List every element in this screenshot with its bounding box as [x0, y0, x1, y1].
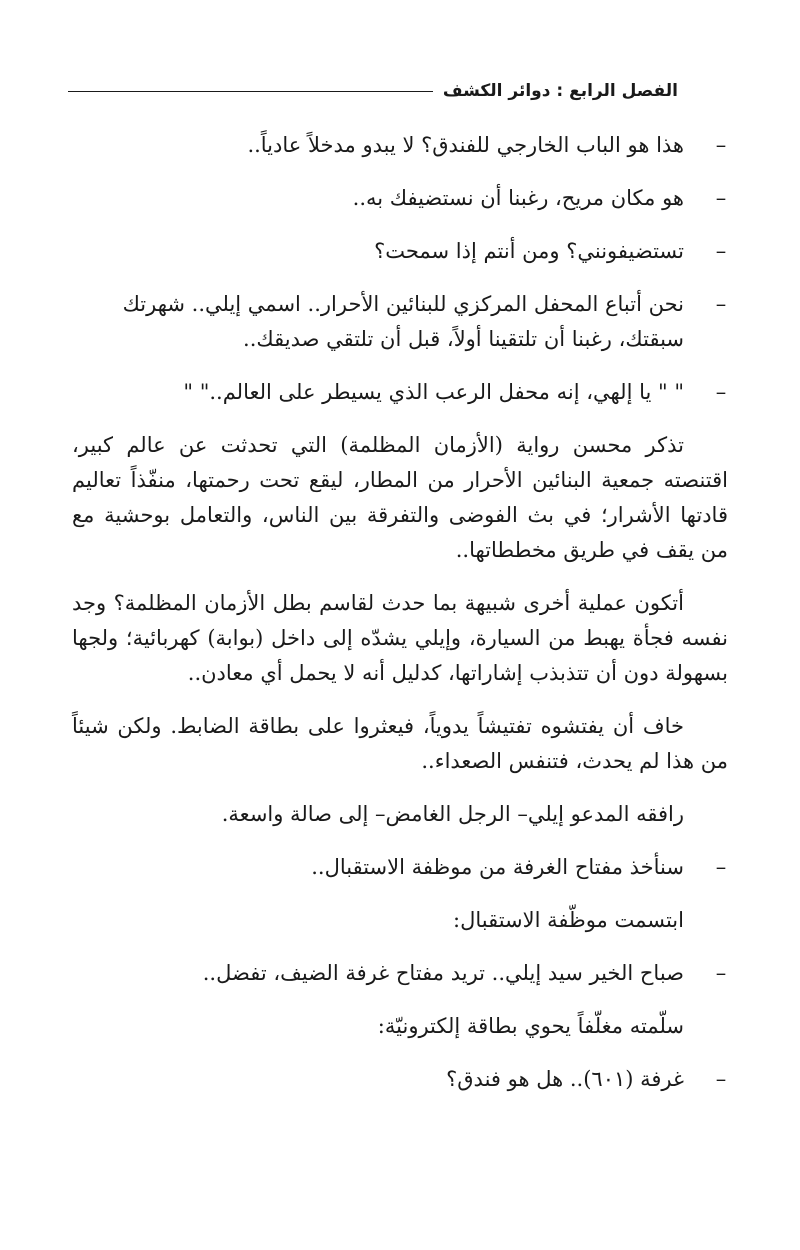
- dialogue-text: هو مكان مريح، رغبنا أن نستضيفك به..: [352, 186, 684, 210]
- dialogue-dash: –: [715, 855, 727, 879]
- dialogue-line: [72, 850, 728, 885]
- narrative-paragraph: تذكر محسن رواية (الأزمان المظلمة) التي تحدثت عن عالم كبير، اقتنصته جمعية البنائين الأحرار من المطار، ليقع تحت رحمتها، منفّذاً تعاليم قادتها الأشرار؛ في بث الفوضى والتفرقة بين الناس، والتعامل بوحشية مع من يقف في طريق مخططاتها..: [72, 433, 728, 562]
- narrative-line: رافقه المدعو إيلي– الرجل الغامض– إلى صالة واسعة.: [221, 802, 684, 826]
- page-body: [72, 128, 728, 1115]
- dialogue-text: نحن أتباع المحفل المركزي للبنائين الأحرار.. اسمي إيلي.. شهرتك سبقتك، رغبنا أن تلتقينا أولاً، قبل أن تلتقي صديقك..: [122, 292, 684, 351]
- narrative-line: سلّمته مغلّفاً يحوي بطاقة إلكترونيّة:: [377, 1014, 684, 1038]
- narrative-paragraph: أتكون عملية أخرى شبيهة بما حدث لقاسم بطل الأزمان المظلمة؟ وجد نفسه فجأة يهبط من السيارة، وإيلي يشدّه إلى داخل (بوابة) كهربائية؛ ولجها بسهولة دون أن تتذبذب إشاراتها، كدليل أنه لا يحمل أي معادن..: [72, 591, 728, 685]
- dialogue-text: " " يا إلهي، إنه محفل الرعب الذي يسيطر على العالم.." ": [183, 380, 684, 404]
- dialogue-line: [72, 181, 728, 216]
- dialogue-text: غرفة (٦٠١).. هل هو فندق؟: [446, 1067, 684, 1091]
- dialogue-text: هذا هو الباب الخارجي للفندق؟ لا يبدو مدخلاً عادياً..: [247, 133, 684, 157]
- dialogue-dash: –: [715, 380, 727, 404]
- dialogue-line: [72, 234, 728, 269]
- dialogue-dash: –: [715, 186, 727, 210]
- dialogue-line: [72, 1062, 728, 1097]
- dialogue-dash: –: [715, 1067, 727, 1091]
- dialogue-text: تستضيفونني؟ ومن أنتم إذا سمحت؟: [374, 239, 684, 263]
- narrative-paragraph: خاف أن يفتشوه تفتيشاً يدوياً، فيعثروا على بطاقة الضابط. ولكن شيئاً من هذا لم يحدث، فتنفس الصعداء..: [72, 714, 728, 773]
- dialogue-dash: –: [715, 133, 727, 157]
- dialogue-line: [72, 375, 728, 410]
- dialogue-text: صباح الخير سيد إيلي.. تريد مفتاح غرفة الضيف، تفضل..: [202, 961, 684, 985]
- dialogue-dash: –: [715, 961, 727, 985]
- header-rule: [68, 91, 433, 92]
- dialogue-text: سنأخذ مفتاح الغرفة من موظفة الاستقبال..: [311, 855, 684, 879]
- dialogue-dash: –: [715, 292, 727, 316]
- dialogue-line: [72, 287, 728, 357]
- dialogue-dash: –: [715, 239, 727, 263]
- running-header: [68, 76, 678, 106]
- dialogue-line: [72, 128, 728, 163]
- narrative-line: ابتسمت موظّفة الاستقبال:: [453, 908, 684, 932]
- chapter-title: الفصل الرابع : دوائر الكشف: [442, 81, 678, 101]
- dialogue-line: [72, 956, 728, 991]
